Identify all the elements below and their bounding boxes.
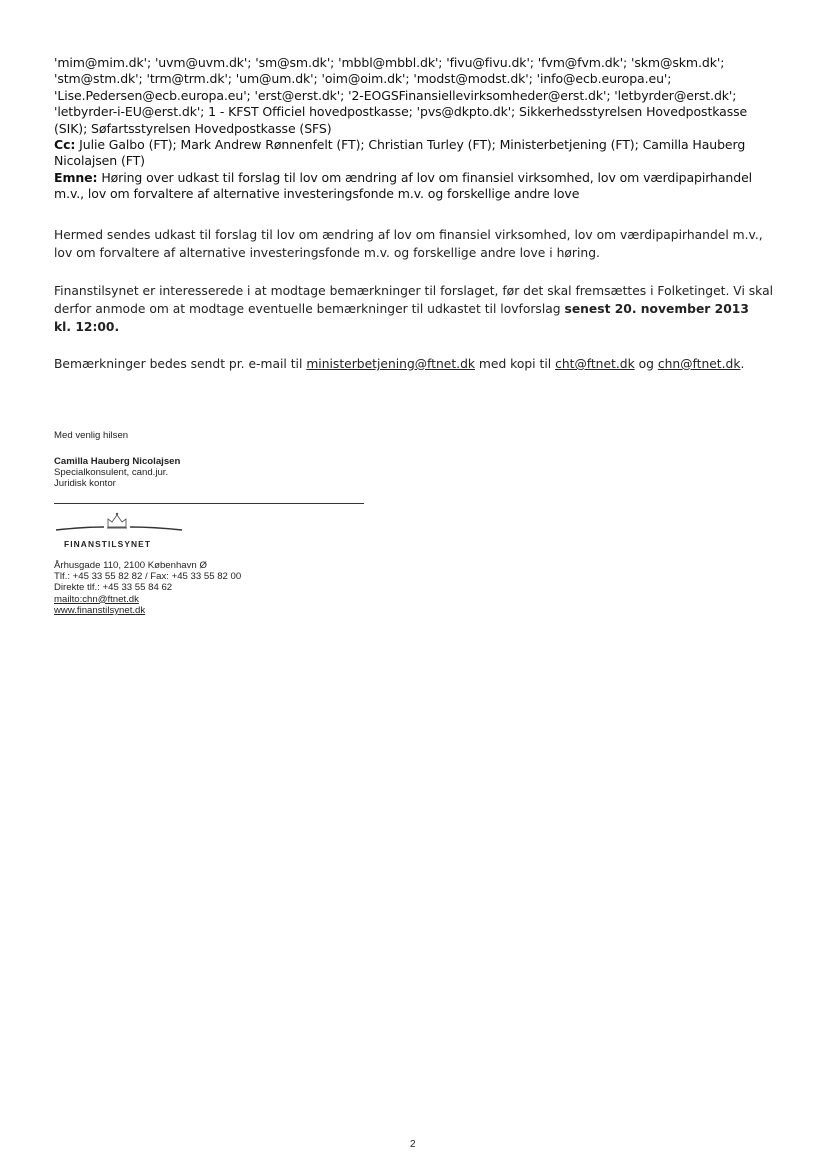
email-link-cht[interactable]: cht@ftnet.dk — [555, 357, 635, 371]
recipient-line: 'Lise.Pedersen@ecb.europa.eu'; 'erst@erst.dk'; '2-EOGSFinansiellevirksomheder@erst.dk'; 'letbyrder@erst.dk'; — [54, 87, 737, 103]
paragraph-line: Hermed sendes udkast til forslag til lov om ændring af lov om finansiel virksomhed, lov om værdipapirhandel m.v., — [54, 228, 763, 242]
contact-details — [54, 560, 241, 616]
subject-text: Høring over udkast til forslag til lov om ændring af lov om finansiel virksomhed, lov om værdipapirhandel — [97, 169, 753, 185]
email-link-chn[interactable]: chn@ftnet.dk — [657, 357, 741, 371]
paragraph-line — [54, 355, 784, 373]
recipient-line: 'mim@mim.dk'; 'uvm@uvm.dk'; 'sm@sm.dk'; 'mbbl@mbbl.dk'; 'fivu@fivu.dk'; 'fvm@fvm.dk'; 'skm@skm.dk'; — [54, 55, 725, 70]
contact-mid: med kopi til — [475, 357, 556, 371]
cc-line-continued: Nicolajsen (FT) — [54, 153, 145, 169]
email-link-ministerbetjening[interactable]: ministerbetjening@ftnet.dk — [306, 357, 475, 371]
direct-phone: Direkte tlf.: +45 33 55 84 62 — [54, 582, 173, 594]
office-address: Århusgade 110, 2100 København Ø — [54, 560, 207, 571]
paragraph-intro — [54, 226, 784, 262]
signature-greeting: Med venlig hilsen — [54, 430, 129, 441]
signature-department: Juridisk kontor — [54, 478, 116, 490]
recipient-line: 'letbyrder-i-EU@erst.dk'; 1 - KFST Officiel hovedpostkasse; 'pvs@dkpto.dk'; Sikkerhedsstyrelsen Hovedpostkasse — [54, 104, 748, 120]
cc-label: Cc: — [54, 137, 76, 153]
logo-wordmark: FINANSTILSYNET — [64, 539, 152, 549]
page-number: 2 — [410, 1139, 416, 1150]
deadline-text: derfor anmode om at modtage eventuelle bemærkninger til udkastet til lovforslag — [54, 302, 565, 317]
paragraph-line: Finanstilsynet er interesserede i at modtage bemærkninger til forslaget, før det skal fremsættes i Folketinget. Vi skal — [54, 284, 774, 298]
recipient-line: (SIK); Søfartsstyrelsen Hovedpostkasse (SFS) — [54, 120, 332, 136]
deadline-time: kl. 12:00. — [54, 320, 120, 335]
phone-fax: Tlf.: +45 33 55 82 82 / Fax: +45 33 55 82 00 — [54, 571, 242, 583]
cc-line — [54, 137, 784, 153]
contact-prefix: Bemærkninger bedes sendt pr. e-mail til — [54, 357, 307, 371]
deadline-date: senest 20. november 2013 — [564, 302, 749, 317]
recipient-line: 'stm@stm.dk'; 'trm@trm.dk'; 'um@um.dk'; 'oim@oim.dk'; 'modst@modst.dk'; 'info@ecb.europa.eu'; — [54, 71, 672, 87]
subject-line — [54, 170, 784, 186]
email-header — [54, 55, 784, 203]
subject-label: Emne: — [54, 169, 98, 185]
signature-title: Specialkonsulent, cand.jur. — [54, 467, 169, 479]
paragraph-deadline — [54, 282, 784, 337]
cc-recipients: Julie Galbo (FT); Mark Andrew Rønnenfelt (FT); Christian Turley (FT); Ministerbetjening (FT); Camilla Hauberg — [75, 137, 746, 153]
signature-name: Camilla Hauberg Nicolajsen — [54, 456, 181, 467]
signature-block — [54, 456, 180, 490]
paragraph-line — [54, 300, 784, 318]
mailto-link[interactable]: mailto:chn@ftnet.dk — [54, 593, 139, 605]
paragraph-contact — [54, 355, 784, 373]
subject-line-continued: m.v., lov om forvaltere af alternative investeringsfonde m.v. og forskellige andre love — [54, 186, 580, 202]
website-link[interactable]: www.finanstilsynet.dk — [54, 604, 146, 616]
contact-end: . — [740, 357, 745, 371]
paragraph-line: lov om forvaltere af alternative investeringsfonde m.v. og forskellige andre love i høring. — [54, 246, 600, 261]
signature-divider — [54, 503, 364, 504]
contact-and: og — [634, 357, 658, 371]
